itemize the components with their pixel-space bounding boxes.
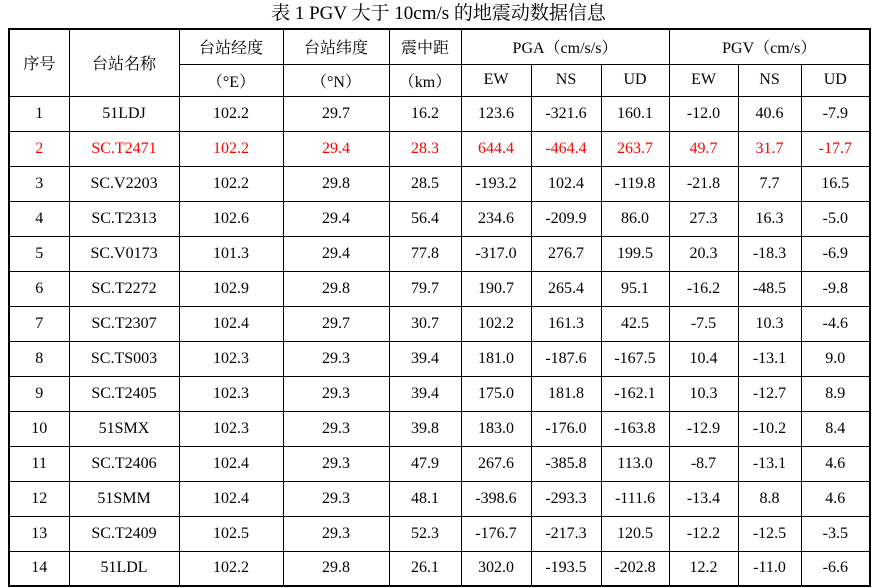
cell-lon: 102.2 [179,131,283,166]
cell-pga_ns: -321.6 [531,96,601,131]
cell-pgv_ns: 31.7 [738,131,801,166]
cell-station: SC.T2313 [69,201,179,236]
cell-lon: 102.5 [179,516,283,551]
table-row [9,376,870,411]
cell-no: 13 [9,516,69,551]
cell-pga_ns: 102.4 [531,166,601,201]
cell-pgv_ud: 8.4 [801,411,870,446]
cell-station: SC.V2203 [69,166,179,201]
cell-pga_ud: 95.1 [601,271,669,306]
cell-lat: 29.4 [283,131,389,166]
table-row [9,271,870,306]
header-no: 序号 [9,29,69,96]
cell-pga_ns: 181.8 [531,376,601,411]
cell-pgv_ns: 10.3 [738,306,801,341]
cell-pgv_ns: 7.7 [738,166,801,201]
cell-dist: 28.5 [389,166,461,201]
cell-dist: 26.1 [389,551,461,586]
cell-pgv_ns: 40.6 [738,96,801,131]
header-pga-ew: EW [461,64,531,96]
cell-station: SC.T2405 [69,376,179,411]
cell-lon: 101.3 [179,236,283,271]
cell-pgv_ns: -10.2 [738,411,801,446]
cell-pgv_ns: 8.8 [738,481,801,516]
cell-dist: 79.7 [389,271,461,306]
cell-lon: 102.3 [179,376,283,411]
cell-lat: 29.3 [283,446,389,481]
cell-pga_ud: -202.8 [601,551,669,586]
cell-lat: 29.3 [283,341,389,376]
header-latitude-unit: （°N） [283,64,389,96]
cell-dist: 77.8 [389,236,461,271]
table-body [9,96,870,586]
cell-pga_ns: 276.7 [531,236,601,271]
cell-dist: 48.1 [389,481,461,516]
cell-lat: 29.7 [283,96,389,131]
cell-pgv_ud: -5.0 [801,201,870,236]
table-row [9,166,870,201]
cell-lat: 29.8 [283,271,389,306]
cell-pgv_ud: -6.6 [801,551,870,586]
table-caption: 表 1 PGV 大于 10cm/s 的地震动数据信息 [271,3,606,24]
cell-pgv_ew: 12.2 [669,551,738,586]
cell-lon: 102.9 [179,271,283,306]
table-row [9,236,870,271]
cell-pgv_ew: 10.3 [669,376,738,411]
cell-no: 6 [9,271,69,306]
cell-pgv_ew: -7.5 [669,306,738,341]
cell-no: 11 [9,446,69,481]
cell-pga_ud: -111.6 [601,481,669,516]
cell-pga_ud: 86.0 [601,201,669,236]
table-row [9,516,870,551]
cell-pgv_ud: -7.9 [801,96,870,131]
cell-dist: 52.3 [389,516,461,551]
cell-pga_ns: -193.5 [531,551,601,586]
cell-station: 51SMM [69,481,179,516]
cell-pga_ew: 302.0 [461,551,531,586]
cell-pga_ew: 175.0 [461,376,531,411]
header-longitude: 台站经度 [179,29,283,64]
cell-lat: 29.7 [283,306,389,341]
cell-pgv_ud: -17.7 [801,131,870,166]
cell-pga_ns: -217.3 [531,516,601,551]
header-pga-ud: UD [601,64,669,96]
cell-station: SC.T2471 [69,131,179,166]
cell-station: SC.T2307 [69,306,179,341]
cell-dist: 47.9 [389,446,461,481]
cell-lat: 29.3 [283,376,389,411]
cell-dist: 39.8 [389,411,461,446]
cell-lat: 29.3 [283,516,389,551]
header-pga-ns: NS [531,64,601,96]
cell-dist: 16.2 [389,96,461,131]
cell-station: SC.T2406 [69,446,179,481]
cell-pgv_ud: -6.9 [801,236,870,271]
cell-pga_ns: -176.0 [531,411,601,446]
cell-pgv_ud: 8.9 [801,376,870,411]
cell-pgv_ud: -9.8 [801,271,870,306]
cell-pgv_ns: -12.5 [738,516,801,551]
cell-pgv_ud: 9.0 [801,341,870,376]
cell-no: 2 [9,131,69,166]
table-row [9,96,870,131]
table-row [9,481,870,516]
cell-pga_ew: -176.7 [461,516,531,551]
cell-pga_ns: -385.8 [531,446,601,481]
cell-dist: 39.4 [389,376,461,411]
cell-lon: 102.2 [179,96,283,131]
cell-pgv_ew: -16.2 [669,271,738,306]
cell-station: SC.V0173 [69,236,179,271]
cell-pga_ns: 265.4 [531,271,601,306]
cell-pgv_ud: 4.6 [801,446,870,481]
cell-station: 51SMX [69,411,179,446]
header-latitude: 台站纬度 [283,29,389,64]
cell-pga_ew: 181.0 [461,341,531,376]
cell-lat: 29.8 [283,166,389,201]
cell-pga_ew: 123.6 [461,96,531,131]
table-row [9,446,870,481]
cell-pgv_ud: -4.6 [801,306,870,341]
cell-pga_ns: 161.3 [531,306,601,341]
cell-no: 9 [9,376,69,411]
table-row [9,411,870,446]
cell-pgv_ud: 4.6 [801,481,870,516]
cell-pga_ew: 267.6 [461,446,531,481]
header-pgv-ud: UD [801,64,870,96]
cell-lon: 102.3 [179,411,283,446]
cell-pgv_ew: -21.8 [669,166,738,201]
cell-no: 5 [9,236,69,271]
cell-pga_ew: 234.6 [461,201,531,236]
header-longitude-unit: （°E） [179,64,283,96]
header-pgv-group: PGV（cm/s） [669,29,870,64]
table-row [9,201,870,236]
cell-pgv_ns: -12.7 [738,376,801,411]
cell-no: 7 [9,306,69,341]
cell-pga_ew: 102.2 [461,306,531,341]
cell-lon: 102.4 [179,481,283,516]
cell-pgv_ew: 20.3 [669,236,738,271]
header-station-name: 台站名称 [69,29,179,96]
cell-lon: 102.4 [179,306,283,341]
cell-pga_ud: 199.5 [601,236,669,271]
cell-pga_ns: -293.3 [531,481,601,516]
cell-pgv_ud: -3.5 [801,516,870,551]
header-row-1 [9,29,870,64]
cell-no: 12 [9,481,69,516]
cell-lat: 29.4 [283,201,389,236]
cell-pga_ud: 160.1 [601,96,669,131]
cell-pga_ns: -187.6 [531,341,601,376]
cell-no: 4 [9,201,69,236]
cell-lon: 102.2 [179,166,283,201]
cell-pgv_ew: -12.0 [669,96,738,131]
cell-dist: 56.4 [389,201,461,236]
cell-dist: 30.7 [389,306,461,341]
cell-pgv_ud: 16.5 [801,166,870,201]
cell-pgv_ew: -8.7 [669,446,738,481]
cell-station: 51LDJ [69,96,179,131]
cell-pgv_ns: -13.1 [738,446,801,481]
cell-no: 10 [9,411,69,446]
table-row [9,551,870,586]
cell-pgv_ew: 27.3 [669,201,738,236]
table-row [9,131,870,166]
cell-pga_ud: 263.7 [601,131,669,166]
cell-pgv_ns: -18.3 [738,236,801,271]
seismic-data-table [8,28,871,587]
cell-pga_ew: 190.7 [461,271,531,306]
cell-pgv_ns: -11.0 [738,551,801,586]
cell-pga_ud: -163.8 [601,411,669,446]
cell-pga_ns: -209.9 [531,201,601,236]
cell-dist: 39.4 [389,341,461,376]
cell-station: SC.TS003 [69,341,179,376]
cell-lat: 29.3 [283,481,389,516]
cell-dist: 28.3 [389,131,461,166]
cell-lon: 102.6 [179,201,283,236]
header-epicentral-distance: 震中距 [389,29,461,64]
header-distance-unit: （km） [389,64,461,96]
cell-pga_ud: -119.8 [601,166,669,201]
cell-lat: 29.4 [283,236,389,271]
cell-station: SC.T2409 [69,516,179,551]
cell-pga_ew: -317.0 [461,236,531,271]
cell-pgv_ns: 16.3 [738,201,801,236]
cell-pgv_ew: 49.7 [669,131,738,166]
header-pgv-ns: NS [738,64,801,96]
cell-lon: 102.3 [179,341,283,376]
cell-station: SC.T2272 [69,271,179,306]
cell-pga_ns: -464.4 [531,131,601,166]
cell-pga_ud: 113.0 [601,446,669,481]
cell-pga_ew: -193.2 [461,166,531,201]
table-header [9,29,870,96]
cell-pgv_ns: -13.1 [738,341,801,376]
cell-lon: 102.4 [179,446,283,481]
cell-no: 8 [9,341,69,376]
cell-no: 3 [9,166,69,201]
cell-pga_ud: 42.5 [601,306,669,341]
cell-pga_ew: -398.6 [461,481,531,516]
header-pga-group: PGA（cm/s/s） [461,29,669,64]
header-pgv-ew: EW [669,64,738,96]
cell-pga_ud: 120.5 [601,516,669,551]
cell-pga_ew: 644.4 [461,131,531,166]
cell-no: 14 [9,551,69,586]
table-row [9,306,870,341]
cell-pgv_ew: 10.4 [669,341,738,376]
cell-station: 51LDL [69,551,179,586]
cell-lon: 102.2 [179,551,283,586]
cell-pgv_ew: -12.9 [669,411,738,446]
cell-lat: 29.8 [283,551,389,586]
cell-pgv_ew: -13.4 [669,481,738,516]
cell-pgv_ew: -12.2 [669,516,738,551]
table-row [9,341,870,376]
cell-pga_ew: 183.0 [461,411,531,446]
cell-pgv_ns: -48.5 [738,271,801,306]
cell-pga_ud: -162.1 [601,376,669,411]
cell-no: 1 [9,96,69,131]
cell-pga_ud: -167.5 [601,341,669,376]
cell-lat: 29.3 [283,411,389,446]
